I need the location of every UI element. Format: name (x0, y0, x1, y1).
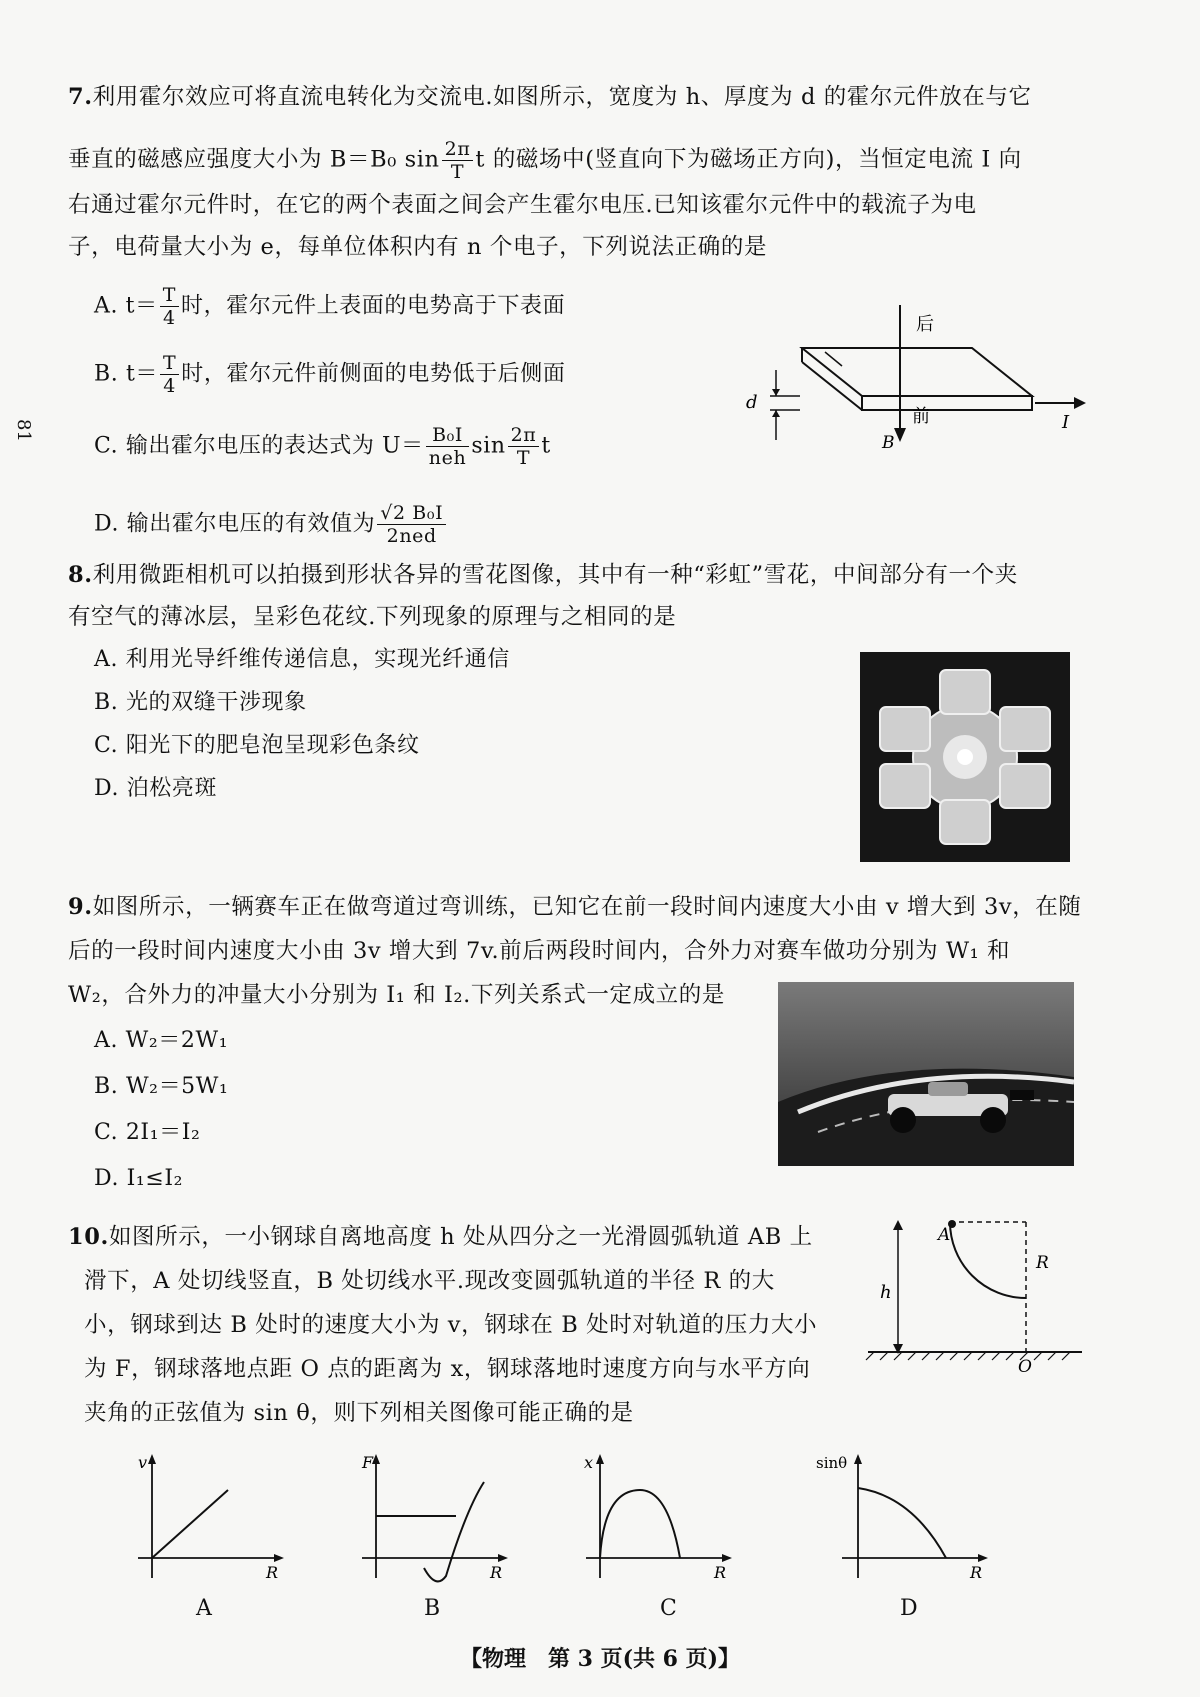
graph-b-ylabel: F (362, 1453, 374, 1472)
q8-line-2: 有空气的薄冰层，呈彩色花纹.下列现象的原理与之相同的是 (68, 604, 677, 630)
q9-text-1: 如图所示，一辆赛车正在做弯道过弯训练，已知它在前一段时间内速度大小由 v 增大到 3v，在随 (92, 894, 1082, 920)
hall-element-figure (740, 300, 1100, 460)
frac-T-4 (160, 352, 179, 397)
q7-line-3: 右通过霍尔元件时，在它的两个表面之间会产生霍尔电压.已知该霍尔元件中的载流子为电 (68, 192, 977, 218)
graph-c (578, 1450, 738, 1590)
q7-line-4: 子，电荷量大小为 e，每单位体积内有 n 个电子，下列说法正确的是 (68, 234, 768, 260)
q9-option-a: A. W₂＝2W₁ (94, 1028, 229, 1053)
d-arrow-up-head (772, 410, 780, 417)
graph-d-curve (858, 1488, 946, 1558)
q7-line-1 (68, 82, 1032, 112)
label-r: R (1036, 1253, 1049, 1273)
opt-c-prefix: C. 输出霍尔电压的表达式为 U＝ (94, 433, 424, 459)
q9-option-c: C. 2I₁＝I₂ (94, 1120, 201, 1145)
graph-d-xlabel: R (970, 1563, 983, 1582)
snowflake-photo (860, 652, 1070, 862)
graph-c-xlabel: R (714, 1563, 727, 1582)
q8-option-d: D. 泊松亮斑 (94, 776, 218, 801)
graph-a-curve (152, 1490, 228, 1558)
frac-T-4 (160, 284, 179, 329)
q7-line-2 (68, 138, 1022, 183)
frac-B0I-neh (426, 424, 470, 469)
page-footer: 【物理 第 3 页(共 6 页)】 (459, 1646, 741, 1672)
label-d: d (746, 392, 758, 413)
graph-a-ylabel: v (138, 1453, 148, 1472)
d-arrow-down-head (772, 389, 780, 396)
graph-a (130, 1450, 290, 1590)
slab-front-face (862, 396, 1032, 410)
frac-2pi-T (508, 424, 540, 469)
race-car-photo (778, 982, 1074, 1166)
opt-b-prefix: B. t＝ (94, 361, 158, 387)
b-arrow-head (894, 428, 906, 442)
graph-c-curve (600, 1490, 680, 1558)
label-current: I (1062, 412, 1070, 433)
q7-option-c (94, 424, 551, 469)
label-back: 后 (916, 314, 934, 335)
h-dim-mark (825, 352, 842, 366)
label-front: 前 (912, 406, 930, 427)
graph-d-ylabel: sinθ (816, 1454, 848, 1472)
q7-frac-2pi-T (442, 138, 474, 183)
q9-line-2: 后的一段时间内速度大小由 3v 增大到 7v.前后两段时间内，合外力对赛车做功分别为 W₁ 和 (68, 938, 1011, 964)
graph-d (816, 1450, 996, 1590)
q9-option-b: B. W₂＝5W₁ (94, 1074, 229, 1099)
frac-sqrt2B0I-2ned (377, 502, 446, 547)
q7-text-2a: 垂直的磁感应强度大小为 B＝B₀ sin (68, 146, 440, 173)
graph-c-caption: C (660, 1596, 678, 1621)
opt-a-text: 时，霍尔元件上表面的电势高于下表面 (181, 293, 566, 319)
frac-denominator: neh (428, 447, 467, 469)
frac-numerator: √2 B₀I (377, 502, 446, 525)
q9-option-d: D. I₁≤I₂ (94, 1166, 184, 1191)
label-b: B (882, 433, 895, 453)
q9-line-1 (68, 892, 1082, 922)
slab-left-bottom-edge (802, 362, 862, 410)
opt-c-sin: sin (471, 433, 506, 459)
q10-line-5: 夹角的正弦值为 sin θ，则下列相关图像可能正确的是 (84, 1400, 634, 1426)
q7-option-a (94, 284, 565, 329)
label-o: O (1018, 1357, 1032, 1376)
q10-text-1: 如图所示，一小钢球自离地高度 h 处从四分之一光滑圆弧轨道 AB 上 (108, 1224, 813, 1250)
q9-number: 9. (68, 894, 93, 920)
q7-number: 7. (68, 84, 93, 110)
q8-option-b: B. 光的双缝干涉现象 (94, 690, 307, 715)
q8-number: 8. (68, 562, 93, 588)
graph-c-ylabel: x (584, 1453, 594, 1472)
graph-a-caption: A (196, 1596, 213, 1621)
q7-text-2b: t 的磁场中(竖直向下为磁场正方向)，当恒定电流 I 向 (475, 146, 1022, 173)
q10-line-2: 滑下，A 处切线竖直，B 处切线水平.现改变圆弧轨道的半径 R 的大 (84, 1268, 775, 1294)
graph-b-caption: B (424, 1596, 441, 1621)
frac-denominator: T (516, 447, 531, 469)
frac-numerator: T (160, 352, 179, 375)
label-a: A (938, 1225, 951, 1245)
label-h: h (880, 1282, 892, 1303)
frac-denominator: 4 (163, 375, 176, 397)
q8-option-a: A. 利用光导纤维传递信息，实现光纤通信 (94, 647, 510, 672)
q8-text-1: 利用微距相机可以拍摄到形状各异的雪花图像，其中有一种“彩虹”雪花，中间部分有一个夹 (92, 562, 1018, 588)
q10-line-3: 小，钢球到达 B 处时的速度大小为 v，钢球在 B 处时对轨道的压力大小 (84, 1312, 818, 1338)
graph-b-xlabel: R (490, 1563, 503, 1582)
frac-denominator: 2ned (386, 525, 437, 547)
opt-b-text: 时，霍尔元件前侧面的电势低于后侧面 (181, 361, 566, 387)
q7-option-b (94, 352, 565, 397)
graph-d-caption: D (900, 1596, 919, 1621)
frac-numerator: B₀I (426, 424, 470, 447)
q10-line-4: 为 F，钢球落地点距 O 点的距离为 x，钢球落地时速度方向与水平方向 (84, 1356, 811, 1382)
q8-line-1 (68, 560, 1018, 590)
frac-numerator: 2π (508, 424, 540, 447)
current-arrow-head (1074, 397, 1086, 409)
q7-option-d (94, 502, 448, 547)
opt-d-prefix: D. 输出霍尔电压的有效值为 (94, 511, 376, 537)
q10-number: 10. (68, 1224, 109, 1250)
arc-track (950, 1222, 1026, 1298)
frac-denominator: T (450, 161, 465, 183)
graph-b (354, 1450, 514, 1590)
opt-c-t: t (541, 433, 551, 459)
frac-numerator: 2π (442, 138, 474, 161)
frac-denominator: 4 (163, 307, 176, 329)
frac-numerator: T (160, 284, 179, 307)
arc-track-figure (858, 1210, 1088, 1376)
margin-mark: 81 (12, 419, 34, 442)
q10-line-1 (68, 1222, 813, 1252)
q9-line-3: W₂，合外力的冲量大小分别为 I₁ 和 I₂.下列关系式一定成立的是 (68, 982, 725, 1008)
graph-b-curve (424, 1482, 484, 1581)
q8-option-c: C. 阳光下的肥皂泡呈现彩色条纹 (94, 733, 420, 758)
graph-a-xlabel: R (266, 1563, 279, 1582)
opt-a-prefix: A. t＝ (94, 293, 158, 319)
ground-hatching (866, 1352, 1070, 1360)
h-arrow-up (893, 1220, 903, 1230)
q7-text-1: 利用霍尔效应可将直流电转化为交流电.如图所示，宽度为 h、厚度为 d 的霍尔元件放在与它 (92, 84, 1032, 110)
